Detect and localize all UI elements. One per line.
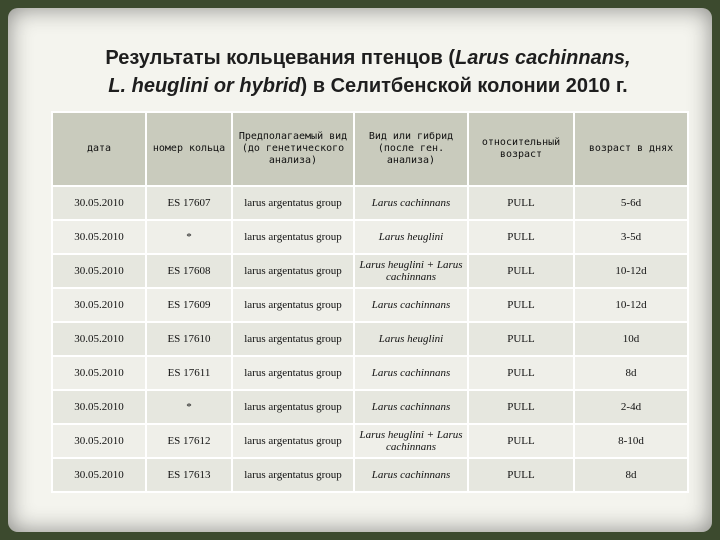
- relative-age-cell: PULL: [468, 356, 574, 390]
- date-cell: 30.05.2010: [52, 254, 146, 288]
- species-cell: Larus heuglini: [354, 220, 468, 254]
- presumed-species-cell: larus argentatus group: [232, 356, 354, 390]
- table-row: [52, 356, 688, 390]
- relative-age-cell: PULL: [468, 322, 574, 356]
- table-row: [52, 390, 688, 424]
- ring-number-cell: ES 17609: [146, 288, 232, 322]
- presumed-species-cell: larus argentatus group: [232, 288, 354, 322]
- relative-age-cell: PULL: [468, 390, 574, 424]
- ring-number-cell: ES 17608: [146, 254, 232, 288]
- header-date: дата: [52, 112, 146, 186]
- ring-number-cell: ES 17611: [146, 356, 232, 390]
- date-cell: 30.05.2010: [52, 458, 146, 492]
- table-row: [52, 322, 688, 356]
- relative-age-cell: PULL: [468, 254, 574, 288]
- presumed-species-cell: larus argentatus group: [232, 254, 354, 288]
- table-row: [52, 458, 688, 492]
- title-species-2: L. heuglini or hybrid: [108, 75, 301, 97]
- age-days-cell: 5-6d: [574, 186, 688, 220]
- relative-age-cell: PULL: [468, 220, 574, 254]
- age-days-cell: 8-10d: [574, 424, 688, 458]
- relative-age-cell: PULL: [468, 186, 574, 220]
- presumed-species-cell: larus argentatus group: [232, 186, 354, 220]
- table-row: [52, 254, 688, 288]
- species-cell: Larus cachinnans: [354, 458, 468, 492]
- ringing-table: [51, 111, 689, 493]
- ring-number-cell: *: [146, 220, 232, 254]
- species-cell: Larus heuglini: [354, 322, 468, 356]
- table-row: [52, 424, 688, 458]
- age-days-cell: 3-5d: [574, 220, 688, 254]
- title-line2: ) в Селитбенской колонии 2010 г.: [300, 75, 628, 97]
- presumed-species-cell: larus argentatus group: [232, 322, 354, 356]
- relative-age-cell: PULL: [468, 288, 574, 322]
- title-line1: Результаты кольцевания птенцов (: [105, 47, 455, 69]
- age-days-cell: 2-4d: [574, 390, 688, 424]
- slide-title: [48, 44, 688, 100]
- age-days-cell: 10d: [574, 322, 688, 356]
- ring-number-cell: ES 17607: [146, 186, 232, 220]
- header-relative-age: относительный возраст: [468, 112, 574, 186]
- age-days-cell: 8d: [574, 458, 688, 492]
- species-cell: Larus heuglini + Larus cachinnans: [354, 424, 468, 458]
- age-days-cell: 10-12d: [574, 254, 688, 288]
- relative-age-cell: PULL: [468, 458, 574, 492]
- table-row: [52, 288, 688, 322]
- ring-number-cell: ES 17612: [146, 424, 232, 458]
- title-species: Larus cachinnans,: [454, 47, 631, 69]
- header-species-after-analysis: Вид или гибрид (после ген. анализа): [354, 112, 468, 186]
- species-cell: Larus cachinnans: [354, 356, 468, 390]
- date-cell: 30.05.2010: [52, 186, 146, 220]
- table-row: [52, 186, 688, 220]
- species-cell: Larus cachinnans: [354, 288, 468, 322]
- presumed-species-cell: larus argentatus group: [232, 390, 354, 424]
- relative-age-cell: PULL: [468, 424, 574, 458]
- presumed-species-cell: larus argentatus group: [232, 458, 354, 492]
- age-days-cell: 10-12d: [574, 288, 688, 322]
- date-cell: 30.05.2010: [52, 322, 146, 356]
- date-cell: 30.05.2010: [52, 288, 146, 322]
- date-cell: 30.05.2010: [52, 356, 146, 390]
- ring-number-cell: ES 17610: [146, 322, 232, 356]
- species-cell: Larus cachinnans: [354, 390, 468, 424]
- date-cell: 30.05.2010: [52, 424, 146, 458]
- header-age-days: возраст в днях: [574, 112, 688, 186]
- presumed-species-cell: larus argentatus group: [232, 424, 354, 458]
- species-cell: Larus cachinnans: [354, 186, 468, 220]
- age-days-cell: 8d: [574, 356, 688, 390]
- presumed-species-cell: larus argentatus group: [232, 220, 354, 254]
- header-ring-number: номер кольца: [146, 112, 232, 186]
- date-cell: 30.05.2010: [52, 390, 146, 424]
- header-presumed-species: Предполагаемый вид (до генетического анализа): [232, 112, 354, 186]
- table-header-row: [52, 112, 688, 186]
- date-cell: 30.05.2010: [52, 220, 146, 254]
- ring-number-cell: *: [146, 390, 232, 424]
- ring-number-cell: ES 17613: [146, 458, 232, 492]
- species-cell: Larus heuglini + Larus cachinnans: [354, 254, 468, 288]
- table-row: [52, 220, 688, 254]
